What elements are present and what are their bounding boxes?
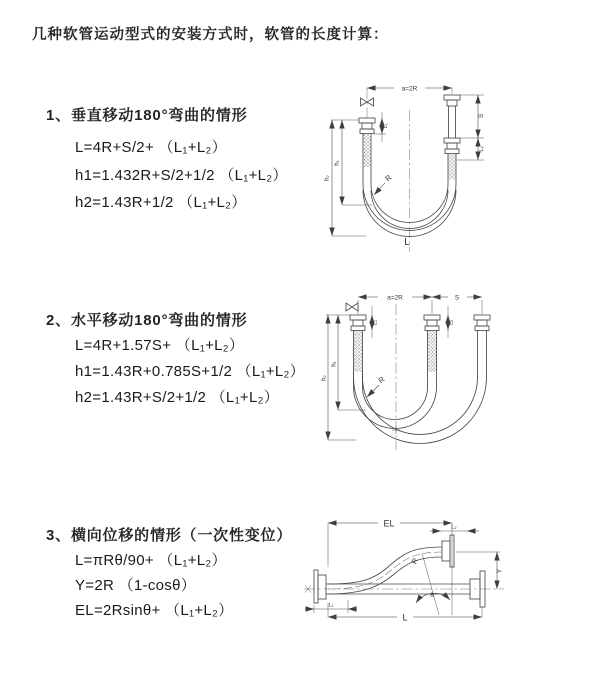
label-r: R: [409, 556, 420, 566]
section-2-heading: 2、水平移动180°弯曲的情形: [46, 312, 248, 329]
label-l1: L₁: [372, 320, 379, 325]
formula-h1: h1=1.432R+S/2+1/2 （L₁+L₂）: [75, 167, 288, 184]
formula-l: L=4R+S/2+ （L₁+L₂）: [75, 139, 227, 156]
centerlines: [304, 552, 504, 589]
label-l2: L₂: [479, 146, 485, 152]
label-l1: L₁: [328, 602, 334, 609]
label-y: Y: [496, 568, 504, 574]
diagram-lateral-displacement: [298, 505, 600, 655]
dimension-lines: [331, 85, 484, 236]
label-r: R: [383, 172, 394, 184]
formula-l: L=πRθ/90+ （L₁+L₂）: [75, 552, 227, 569]
braided-hose-section: [428, 331, 437, 373]
dimension-lines: [305, 523, 500, 617]
label-s: S: [454, 294, 460, 302]
braided-hose-section: [354, 331, 363, 373]
section-1-heading: 1、垂直移动180°弯曲的情形: [46, 107, 248, 124]
label-theta: θ: [430, 592, 434, 599]
label-l2: L₂: [451, 524, 457, 531]
formula-el: EL=2Rsinθ+ （L₁+L₂）: [75, 602, 234, 619]
diagram-labels: [322, 295, 460, 386]
label-h1: h₁: [331, 361, 338, 367]
formula-l: L=4R+1.57S+ （L₁+L₂）: [75, 337, 245, 354]
valve-icon: [361, 98, 374, 106]
section-3-heading: 3、横向位移的情形（一次性变位）: [46, 527, 293, 544]
label-a2r: a=2R: [401, 85, 418, 93]
label-a2r: a=2R: [387, 294, 403, 302]
label-h2: h₂: [324, 175, 331, 181]
label-h2: h₂: [321, 375, 328, 381]
formula-h2: h2=1.43R+1/2 （L₁+L₂）: [75, 194, 247, 211]
label-s: S: [478, 113, 485, 119]
label-l1: L₁: [383, 123, 389, 129]
formula-h2: h2=1.43R+S/2+1/2 （L₁+L₂）: [75, 389, 280, 406]
diagram-vertical-180-bend: [312, 72, 598, 262]
braided-hose-section: [448, 154, 456, 180]
diagram-labels: [325, 86, 486, 249]
centerlines: [367, 88, 410, 252]
label-h1: h₁: [334, 160, 341, 166]
hose-geometry: [346, 303, 490, 444]
label-l2: L₂: [448, 319, 455, 326]
diagram-labels: [329, 519, 504, 623]
braided-hose-section: [363, 134, 371, 168]
label-l: L: [402, 612, 408, 623]
label-l: L: [404, 237, 410, 248]
formula-h1: h1=1.43R+0.785S+1/2 （L₁+L₂）: [75, 363, 305, 380]
diagram-horizontal-180-bend: [310, 282, 600, 467]
label-r: R: [376, 374, 387, 386]
page-title: 几种软管运动型式的安装方式时，软管的长度计算：: [32, 27, 389, 43]
valve-icon: [346, 303, 358, 311]
label-el: EL: [383, 518, 395, 529]
formula-y: Y=2R （1-cosθ）: [75, 577, 197, 594]
